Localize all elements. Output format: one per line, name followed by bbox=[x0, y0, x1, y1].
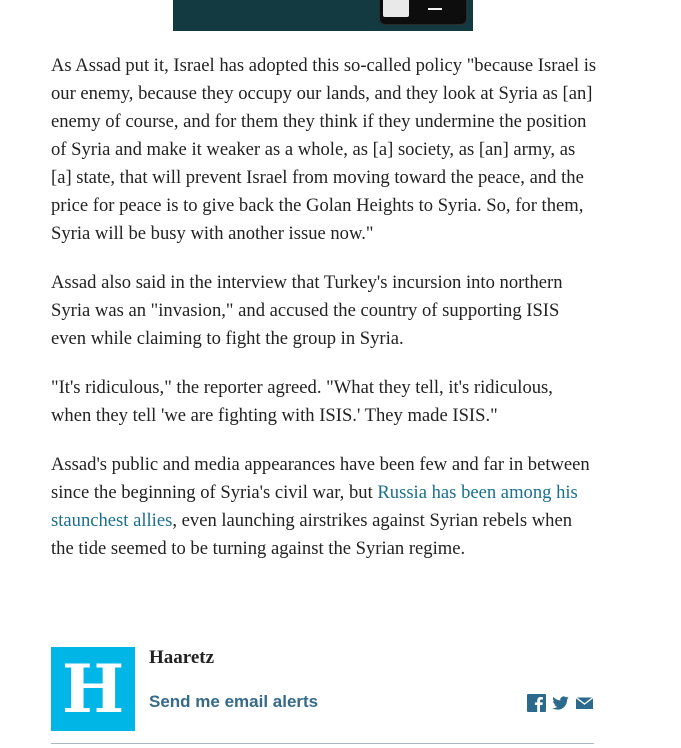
paragraph-text: Assad's public and media appearances have been few and far in between since the beginning of Syria's civil war, but bbox=[51, 454, 590, 503]
ad-banner[interactable] bbox=[173, 0, 473, 31]
russia-allies-link[interactable]: Russia has been among his staunchest allies bbox=[51, 482, 578, 531]
paragraph-text: Assad also said in the interview that Turkey's incursion into northern Syria was an "invasion," and accused the country of supporting ISIS even while claiming to fight the group in Syria. bbox=[51, 272, 563, 349]
phone-screen bbox=[383, 0, 409, 17]
paragraph-text: , even launching airstrikes against Syrian rebels when the tide seemed to be turning against the Syrian regime. bbox=[51, 510, 572, 559]
footer-divider bbox=[51, 743, 594, 744]
article-paragraph bbox=[51, 52, 597, 248]
article-paragraph bbox=[51, 374, 597, 430]
share-buttons bbox=[527, 694, 594, 712]
article-paragraph bbox=[51, 451, 597, 563]
twitter-icon[interactable] bbox=[551, 694, 570, 712]
email-alerts-button[interactable]: Send me email alerts bbox=[149, 692, 319, 711]
haaretz-logo[interactable]: H bbox=[51, 647, 135, 731]
paragraph-text: "It's ridiculous," the reporter agreed. "What they tell, it's ridiculous, when they tell 'we are fighting with ISIS.' They made ISIS." bbox=[51, 377, 553, 426]
phone-home-bar bbox=[428, 8, 442, 10]
email-icon[interactable] bbox=[575, 694, 594, 712]
facebook-icon[interactable] bbox=[527, 694, 546, 712]
paragraph-text: As Assad put it, Israel has adopted this so-called policy "because Israel is our enemy, because they occupy our lands, and they look at Syria as [an] enemy of course, and for them they think if they undermine the position of Syria and make it weaker as a whole, as [a] society, as [an] army, as [a] state, that will prevent Israel from moving toward the peace, and the price for peace is to give back the Golan Heights to Syria. So, for them, Syria will be busy with another issue now." bbox=[51, 55, 597, 244]
newsletter-footer bbox=[51, 647, 594, 748]
article-paragraph bbox=[51, 269, 597, 353]
article-body bbox=[51, 52, 597, 584]
phone-image bbox=[380, 0, 466, 24]
brand-name: Haaretz bbox=[149, 647, 215, 668]
